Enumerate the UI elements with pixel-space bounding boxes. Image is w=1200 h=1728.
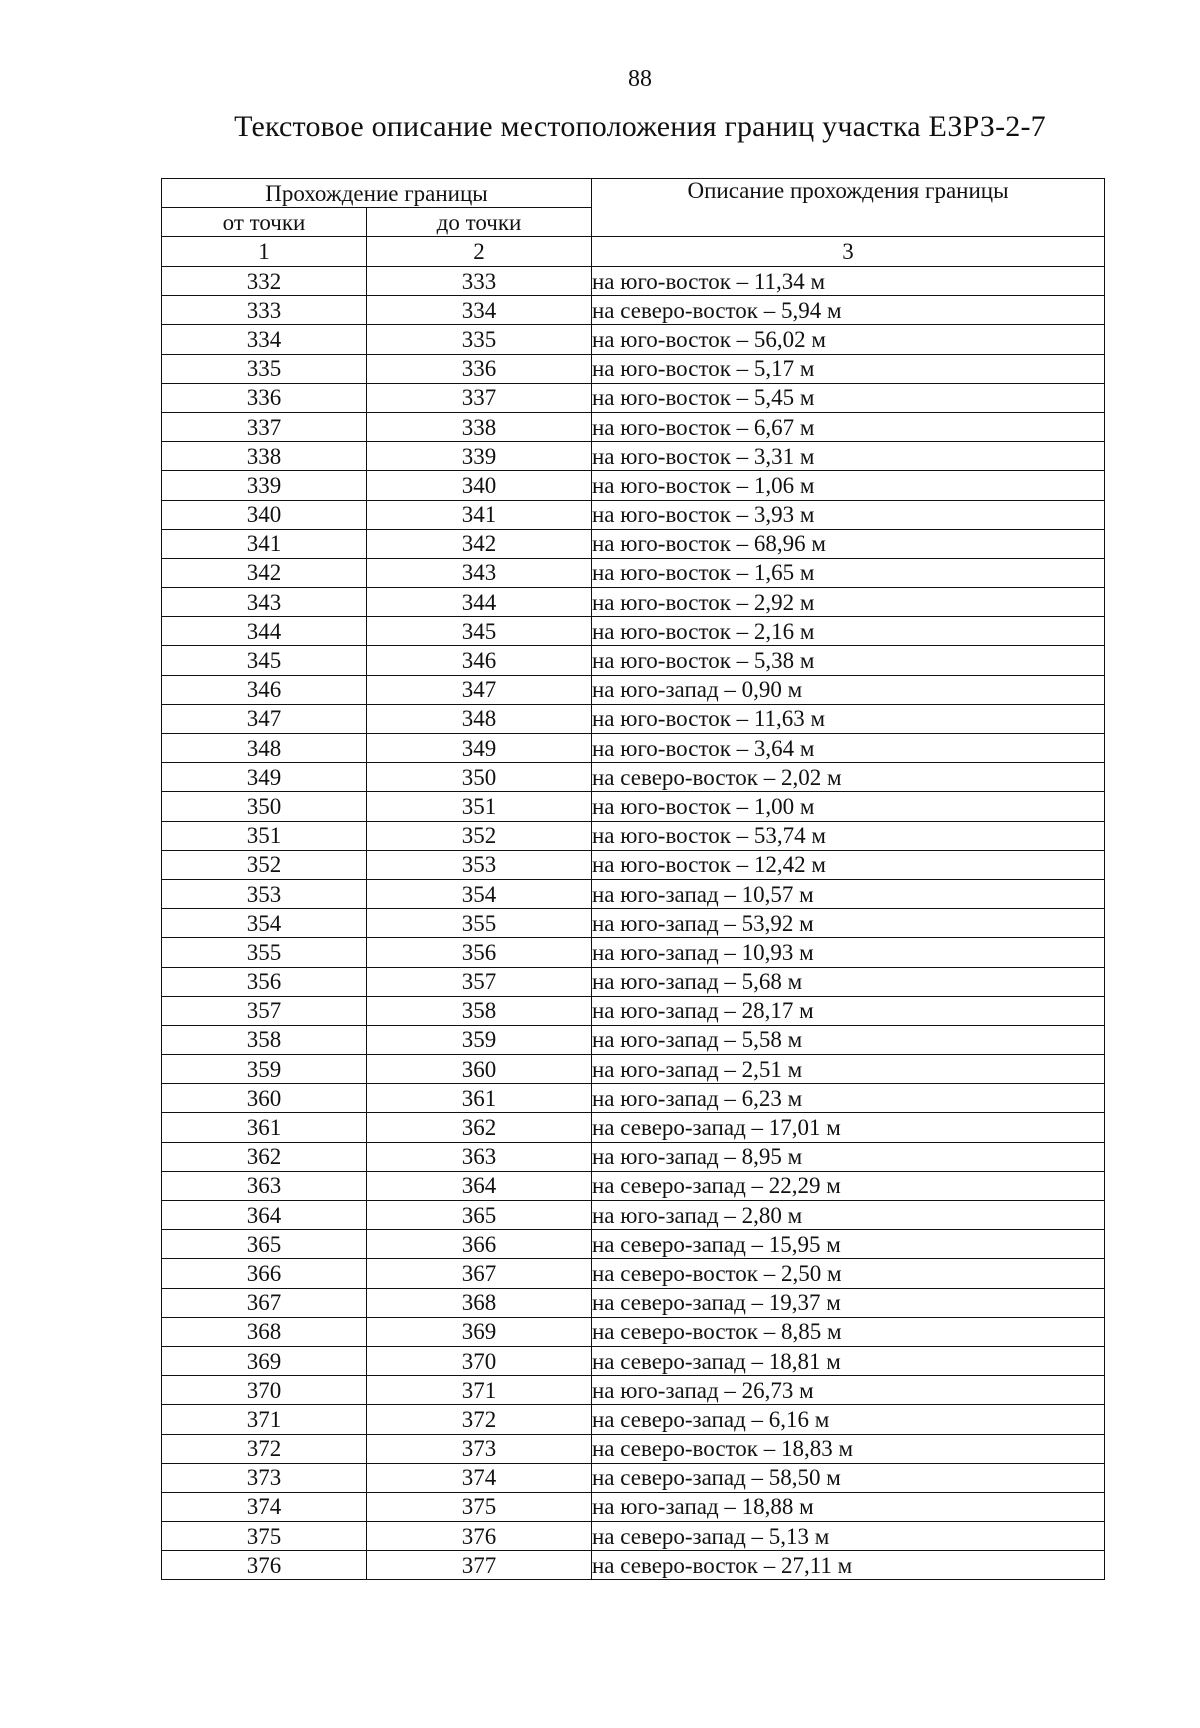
from-point-cell: 332 xyxy=(162,267,367,296)
table-row xyxy=(162,1346,1105,1375)
description-cell: на юго-восток – 2,16 м xyxy=(592,617,1105,646)
from-point-cell: 334 xyxy=(162,325,367,354)
to-point-cell: 366 xyxy=(367,1230,592,1259)
table-row xyxy=(162,1434,1105,1463)
description-cell: на юго-восток – 5,17 м xyxy=(592,354,1105,383)
table-row xyxy=(162,1230,1105,1259)
table-row xyxy=(162,996,1105,1025)
from-point-cell: 348 xyxy=(162,734,367,763)
table-row xyxy=(162,1142,1105,1171)
from-point-cell: 369 xyxy=(162,1346,367,1375)
table-row xyxy=(162,1376,1105,1405)
description-cell: на юго-восток – 12,42 м xyxy=(592,850,1105,879)
table-row xyxy=(162,1171,1105,1200)
table-row xyxy=(162,325,1105,354)
from-point-cell: 363 xyxy=(162,1171,367,1200)
description-cell: на юго-запад – 10,57 м xyxy=(592,879,1105,908)
description-cell: на юго-восток – 56,02 м xyxy=(592,325,1105,354)
from-point-cell: 357 xyxy=(162,996,367,1025)
from-point-cell: 370 xyxy=(162,1376,367,1405)
table-row xyxy=(162,617,1105,646)
description-cell: на юго-восток – 1,00 м xyxy=(592,792,1105,821)
header-from-point: от точки xyxy=(162,208,367,237)
to-point-cell: 363 xyxy=(367,1142,592,1171)
description-cell: на юго-восток – 3,93 м xyxy=(592,500,1105,529)
to-point-cell: 344 xyxy=(367,588,592,617)
to-point-cell: 362 xyxy=(367,1113,592,1142)
to-point-cell: 364 xyxy=(367,1171,592,1200)
to-point-cell: 369 xyxy=(367,1317,592,1346)
description-cell: на юго-запад – 5,68 м xyxy=(592,967,1105,996)
description-cell: на юго-восток – 53,74 м xyxy=(592,821,1105,850)
column-number: 3 xyxy=(592,237,1105,267)
table-row xyxy=(162,879,1105,908)
from-point-cell: 356 xyxy=(162,967,367,996)
table-row xyxy=(162,500,1105,529)
description-cell: на северо-запад – 19,37 м xyxy=(592,1288,1105,1317)
from-point-cell: 336 xyxy=(162,383,367,412)
table-row xyxy=(162,588,1105,617)
from-point-cell: 374 xyxy=(162,1492,367,1521)
header-to-point: до точки xyxy=(367,208,592,237)
description-cell: на северо-запад – 17,01 м xyxy=(592,1113,1105,1142)
from-point-cell: 360 xyxy=(162,1084,367,1113)
table-row xyxy=(162,1551,1105,1580)
to-point-cell: 338 xyxy=(367,412,592,441)
from-point-cell: 375 xyxy=(162,1522,367,1551)
description-cell: на юго-запад – 18,88 м xyxy=(592,1492,1105,1521)
from-point-cell: 345 xyxy=(162,646,367,675)
from-point-cell: 367 xyxy=(162,1288,367,1317)
table-row xyxy=(162,821,1105,850)
to-point-cell: 367 xyxy=(367,1259,592,1288)
description-cell: на юго-восток – 5,38 м xyxy=(592,646,1105,675)
from-point-cell: 333 xyxy=(162,296,367,325)
table-row xyxy=(162,909,1105,938)
to-point-cell: 376 xyxy=(367,1522,592,1551)
description-cell: на юго-запад – 28,17 м xyxy=(592,996,1105,1025)
description-cell: на северо-запад – 5,13 м xyxy=(592,1522,1105,1551)
from-point-cell: 359 xyxy=(162,1055,367,1084)
description-cell: на северо-запад – 18,81 м xyxy=(592,1346,1105,1375)
to-point-cell: 375 xyxy=(367,1492,592,1521)
table-row xyxy=(162,1405,1105,1434)
description-cell: на северо-восток – 18,83 м xyxy=(592,1434,1105,1463)
description-cell: на юго-запад – 2,80 м xyxy=(592,1201,1105,1230)
table-row xyxy=(162,1025,1105,1054)
to-point-cell: 359 xyxy=(367,1025,592,1054)
description-cell: на юго-запад – 10,93 м xyxy=(592,938,1105,967)
description-cell: на юго-запад – 5,58 м xyxy=(592,1025,1105,1054)
from-point-cell: 373 xyxy=(162,1463,367,1492)
from-point-cell: 355 xyxy=(162,938,367,967)
description-cell: на юго-восток – 1,06 м xyxy=(592,471,1105,500)
description-cell: на северо-восток – 2,02 м xyxy=(592,763,1105,792)
to-point-cell: 339 xyxy=(367,442,592,471)
description-cell: на юго-восток – 3,64 м xyxy=(592,734,1105,763)
from-point-cell: 343 xyxy=(162,588,367,617)
description-cell: на юго-восток – 68,96 м xyxy=(592,529,1105,558)
table-row xyxy=(162,1113,1105,1142)
from-point-cell: 337 xyxy=(162,412,367,441)
description-cell: на юго-запад – 2,51 м xyxy=(592,1055,1105,1084)
from-point-cell: 344 xyxy=(162,617,367,646)
table-row xyxy=(162,1259,1105,1288)
table-row xyxy=(162,675,1105,704)
table-row xyxy=(162,383,1105,412)
description-cell: на северо-запад – 6,16 м xyxy=(592,1405,1105,1434)
to-point-cell: 356 xyxy=(367,938,592,967)
description-cell: на северо-запад – 58,50 м xyxy=(592,1463,1105,1492)
to-point-cell: 370 xyxy=(367,1346,592,1375)
to-point-cell: 349 xyxy=(367,734,592,763)
document-title: Текстовое описание местоположения границ участка ЕЗРЗ-2-7 xyxy=(234,110,1046,143)
table-row xyxy=(162,1463,1105,1492)
column-number: 1 xyxy=(162,237,367,267)
table-row xyxy=(162,704,1105,733)
to-point-cell: 341 xyxy=(367,500,592,529)
table-row xyxy=(162,471,1105,500)
description-cell: на юго-восток – 2,92 м xyxy=(592,588,1105,617)
to-point-cell: 365 xyxy=(367,1201,592,1230)
description-cell: на северо-запад – 22,29 м xyxy=(592,1171,1105,1200)
description-cell: на юго-запад – 53,92 м xyxy=(592,909,1105,938)
table-row xyxy=(162,354,1105,383)
description-cell: на юго-восток – 3,31 м xyxy=(592,442,1105,471)
description-cell: на северо-восток – 8,85 м xyxy=(592,1317,1105,1346)
description-cell: на юго-запад – 6,23 м xyxy=(592,1084,1105,1113)
table-row xyxy=(162,938,1105,967)
from-point-cell: 338 xyxy=(162,442,367,471)
from-point-cell: 352 xyxy=(162,850,367,879)
to-point-cell: 373 xyxy=(367,1434,592,1463)
table-row xyxy=(162,1288,1105,1317)
page-number: 88 xyxy=(628,66,652,92)
to-point-cell: 374 xyxy=(367,1463,592,1492)
description-cell: на юго-восток – 1,65 м xyxy=(592,558,1105,587)
header-description: Описание прохождения границы xyxy=(592,179,1105,237)
to-point-cell: 347 xyxy=(367,675,592,704)
from-point-cell: 340 xyxy=(162,500,367,529)
to-point-cell: 352 xyxy=(367,821,592,850)
from-point-cell: 354 xyxy=(162,909,367,938)
to-point-cell: 333 xyxy=(367,267,592,296)
description-cell: на северо-запад – 15,95 м xyxy=(592,1230,1105,1259)
from-point-cell: 368 xyxy=(162,1317,367,1346)
table-body xyxy=(162,267,1105,1580)
table-row xyxy=(162,1522,1105,1551)
to-point-cell: 358 xyxy=(367,996,592,1025)
table-header xyxy=(162,179,1105,267)
from-point-cell: 372 xyxy=(162,1434,367,1463)
description-cell: на юго-восток – 5,45 м xyxy=(592,383,1105,412)
to-point-cell: 354 xyxy=(367,879,592,908)
column-number: 2 xyxy=(367,237,592,267)
to-point-cell: 342 xyxy=(367,529,592,558)
to-point-cell: 335 xyxy=(367,325,592,354)
boundary-table xyxy=(161,178,1105,1580)
to-point-cell: 334 xyxy=(367,296,592,325)
description-cell: на юго-восток – 6,67 м xyxy=(592,412,1105,441)
table-row xyxy=(162,1317,1105,1346)
to-point-cell: 336 xyxy=(367,354,592,383)
to-point-cell: 371 xyxy=(367,1376,592,1405)
to-point-cell: 350 xyxy=(367,763,592,792)
from-point-cell: 349 xyxy=(162,763,367,792)
header-passage: Прохождение границы xyxy=(162,179,592,208)
description-cell: на северо-восток – 27,11 м xyxy=(592,1551,1105,1580)
table-row xyxy=(162,529,1105,558)
table-row xyxy=(162,296,1105,325)
to-point-cell: 357 xyxy=(367,967,592,996)
table-row xyxy=(162,267,1105,296)
to-point-cell: 351 xyxy=(367,792,592,821)
to-point-cell: 361 xyxy=(367,1084,592,1113)
description-cell: на юго-восток – 11,63 м xyxy=(592,704,1105,733)
from-point-cell: 361 xyxy=(162,1113,367,1142)
to-point-cell: 337 xyxy=(367,383,592,412)
to-point-cell: 368 xyxy=(367,1288,592,1317)
to-point-cell: 346 xyxy=(367,646,592,675)
from-point-cell: 371 xyxy=(162,1405,367,1434)
description-cell: на юго-восток – 11,34 м xyxy=(592,267,1105,296)
to-point-cell: 353 xyxy=(367,850,592,879)
from-point-cell: 339 xyxy=(162,471,367,500)
to-point-cell: 345 xyxy=(367,617,592,646)
table-row xyxy=(162,734,1105,763)
to-point-cell: 340 xyxy=(367,471,592,500)
table-row xyxy=(162,763,1105,792)
table-row xyxy=(162,792,1105,821)
table-row xyxy=(162,850,1105,879)
to-point-cell: 372 xyxy=(367,1405,592,1434)
from-point-cell: 335 xyxy=(162,354,367,383)
from-point-cell: 365 xyxy=(162,1230,367,1259)
table-row xyxy=(162,967,1105,996)
table-row xyxy=(162,558,1105,587)
to-point-cell: 377 xyxy=(367,1551,592,1580)
description-cell: на северо-восток – 5,94 м xyxy=(592,296,1105,325)
from-point-cell: 376 xyxy=(162,1551,367,1580)
from-point-cell: 351 xyxy=(162,821,367,850)
from-point-cell: 362 xyxy=(162,1142,367,1171)
to-point-cell: 343 xyxy=(367,558,592,587)
description-cell: на северо-восток – 2,50 м xyxy=(592,1259,1105,1288)
from-point-cell: 346 xyxy=(162,675,367,704)
from-point-cell: 350 xyxy=(162,792,367,821)
table-row xyxy=(162,412,1105,441)
description-cell: на юго-запад – 8,95 м xyxy=(592,1142,1105,1171)
table-row xyxy=(162,1201,1105,1230)
from-point-cell: 366 xyxy=(162,1259,367,1288)
table-row xyxy=(162,442,1105,471)
table-row xyxy=(162,1084,1105,1113)
table-row xyxy=(162,1492,1105,1521)
from-point-cell: 364 xyxy=(162,1201,367,1230)
description-cell: на юго-запад – 0,90 м xyxy=(592,675,1105,704)
to-point-cell: 360 xyxy=(367,1055,592,1084)
from-point-cell: 342 xyxy=(162,558,367,587)
from-point-cell: 341 xyxy=(162,529,367,558)
from-point-cell: 353 xyxy=(162,879,367,908)
table-row xyxy=(162,646,1105,675)
table-row xyxy=(162,1055,1105,1084)
to-point-cell: 355 xyxy=(367,909,592,938)
from-point-cell: 358 xyxy=(162,1025,367,1054)
to-point-cell: 348 xyxy=(367,704,592,733)
from-point-cell: 347 xyxy=(162,704,367,733)
description-cell: на юго-запад – 26,73 м xyxy=(592,1376,1105,1405)
